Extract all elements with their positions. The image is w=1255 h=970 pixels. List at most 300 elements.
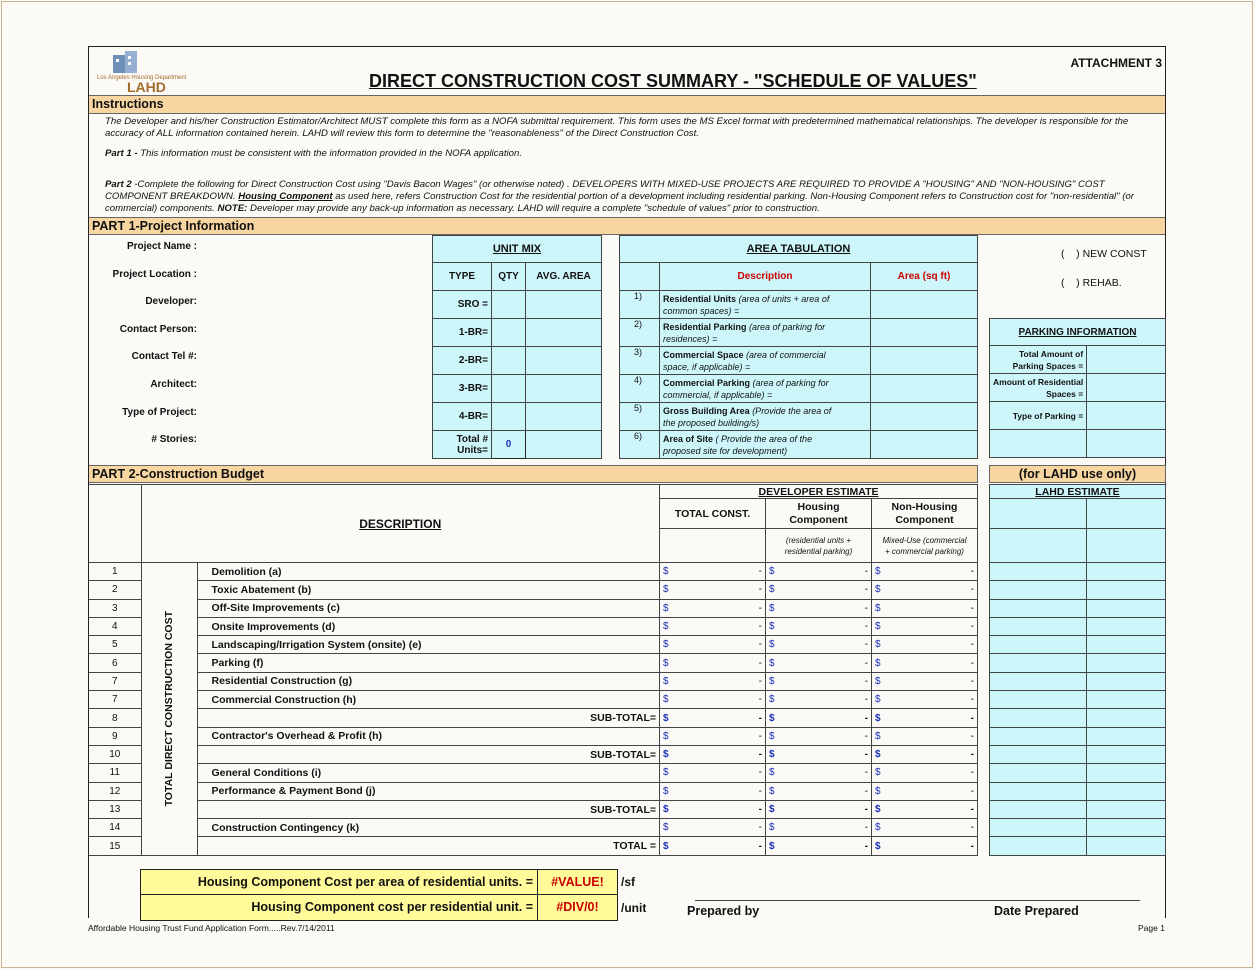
budget-amount-cell[interactable] [660,563,766,581]
total-const-subheader [660,529,766,563]
budget-amount-cell[interactable] [660,709,766,727]
side-label-text: TOTAL DIRECT CONSTRUCTION COST [163,611,175,807]
project-field-label: Contact Tel #: [131,351,197,363]
amount-value: - [970,822,974,834]
logo-department: Los Angeles Housing Department [97,75,187,81]
area-value-cell[interactable] [871,403,978,431]
budget-item-label: Contractor's Overhead & Profit (h) [197,727,660,745]
amount-value: - [864,694,868,706]
budget-amount-cell[interactable] [872,691,978,709]
housing-header-1: Housing [797,500,840,513]
lahd-estimate-cell[interactable] [990,745,1087,763]
dollar-sign: $ [875,730,881,742]
part2-label: Part 2 [105,179,132,190]
parking-type-cell[interactable] [1087,402,1166,430]
budget-amount-cell[interactable] [660,727,766,745]
dollar-sign: $ [663,840,669,852]
budget-amount-cell[interactable] [766,709,872,727]
lahd-estimate-cell[interactable] [990,599,1087,617]
budget-item-label: Onsite Improvements (d) [197,617,660,635]
area-row-note-2: residences) = [663,333,718,344]
prepared-by-label: Prepared by [687,904,760,918]
total-units-label-2: Units= [457,444,488,456]
budget-item-label: SUB-TOTAL= [197,745,660,763]
dollar-sign: $ [769,621,775,633]
dollar-sign: $ [663,639,669,651]
avg-area-cell [526,431,602,459]
dollar-sign: $ [769,712,775,724]
qty-cell[interactable] [492,403,526,431]
dollar-sign: $ [875,657,881,669]
parking-total-cell[interactable] [1087,346,1166,374]
lahd-estimate-cell[interactable] [1087,709,1166,727]
part1-label: Part 1 - [105,148,138,159]
amount-value: - [864,602,868,614]
budget-amount-cell[interactable] [872,800,978,818]
area-row-note: (area of units + area of [736,293,830,304]
budget-amount-cell[interactable] [766,837,872,855]
area-row-note-2: space, if applicable) = [663,361,751,372]
dollar-sign: $ [769,749,775,761]
new-construction-option[interactable]: ( ) NEW CONST [1061,248,1147,260]
date-prepared-label: Date Prepared [994,904,1079,918]
lahd-estimate-cell[interactable] [1087,764,1166,782]
qty-cell[interactable] [492,347,526,375]
total-units-label-1: Total # [456,433,488,445]
dollar-sign: $ [769,639,775,651]
dollar-sign: $ [875,804,881,815]
per-sf-unit: /sf [621,875,636,889]
cost-per-unit-label: Housing Component cost per residential unit. = [141,895,538,920]
row-number: 13 [89,800,141,818]
dollar-sign: $ [769,785,775,797]
unit-qty-header: QTY [492,263,526,291]
row-number: 2 [89,581,141,599]
lahd-estimate-cell[interactable] [1087,800,1166,818]
dollar-sign: $ [663,767,669,779]
lahd-estimate-cell[interactable] [1087,745,1166,763]
amount-value: - [864,657,868,669]
nonhousing-header-2: Component [895,513,954,526]
budget-item-label: Off-Site Improvements (c) [197,599,660,617]
budget-amount-cell[interactable] [766,599,872,617]
lahd-estimate-header: LAHD ESTIMATE [990,485,1166,499]
part1-heading: PART 1-Project Information [89,217,1165,235]
parking-residential-cell[interactable] [1087,374,1166,402]
amount-value: - [970,767,974,779]
budget-amount-cell[interactable] [872,782,978,800]
lahd-header-cell [1087,499,1166,529]
avg-area-cell[interactable] [526,403,602,431]
budget-amount-cell[interactable] [872,837,978,855]
amount-value: - [758,639,762,651]
budget-item-label: Demolition (a) [197,563,660,581]
budget-amount-cell[interactable] [872,563,978,581]
budget-item-label: Performance & Payment Bond (j) [197,782,660,800]
budget-amount-cell[interactable] [660,837,766,855]
dollar-sign: $ [769,657,775,669]
amount-value: - [970,675,974,687]
qty-cell[interactable] [492,375,526,403]
amount-value: - [758,566,762,578]
lahd-estimate-cell[interactable] [1087,563,1166,581]
nonhousing-note-2: + commercial parking) [885,546,964,556]
dollar-sign: $ [875,602,881,614]
area-row-description [660,291,871,319]
budget-amount-cell[interactable] [766,654,872,672]
area-row-note: (Provide the area of [749,405,832,416]
amount-value: - [758,822,762,834]
rehab-option[interactable]: ( ) REHAB. [1061,277,1122,289]
lahd-estimate-cell[interactable] [1087,691,1166,709]
instructions-heading: Instructions [89,95,1165,114]
lahd-header-cell [990,499,1087,529]
budget-amount-cell[interactable] [660,617,766,635]
dollar-sign: $ [663,566,669,578]
budget-item-label: SUB-TOTAL= [197,709,660,727]
total-const-header: TOTAL CONST. [660,499,766,529]
amount-value: - [864,730,868,742]
amount-value: - [970,621,974,633]
project-field-label: Project Name : [126,241,197,252]
dollar-sign: $ [663,602,669,614]
nonhousing-header-1: Non-Housing [891,500,958,513]
budget-amount-cell[interactable] [766,727,872,745]
lahd-estimate-cell[interactable] [990,837,1087,855]
budget-num-header [89,485,141,563]
area-value-cell[interactable] [871,291,978,319]
parking-type-label: Type of Parking = [990,402,1087,430]
dollar-sign: $ [875,785,881,797]
budget-amount-cell[interactable] [872,599,978,617]
area-row-number: 1) [620,291,660,319]
lahd-header-cell [990,529,1087,563]
lahd-estimate-cell[interactable] [990,672,1087,690]
area-row-title: Area of Site [663,433,714,444]
lahd-estimate-cell[interactable] [1087,636,1166,654]
row-number: 6 [89,654,141,672]
budget-amount-cell[interactable] [766,636,872,654]
unit-type-3br: 3-BR= [433,375,492,403]
lahd-estimate-cell[interactable] [990,691,1087,709]
area-value-cell[interactable] [871,347,978,375]
unit-type-4br: 4-BR= [433,403,492,431]
budget-amount-cell[interactable] [660,745,766,763]
avg-area-cell[interactable] [526,319,602,347]
total-units-value: 0 [492,431,526,459]
dollar-sign: $ [769,822,775,834]
instructions-text: The Developer and his/her Construction Estimator/Architect MUST complete this form as a NOFA submittal requirement. This form uses the MS Excel format with predetermined mathematical relationships. The developer is responsible for the accuracy of ALL information contained herein. LAHD will review this form to determine the "reasonableness" of the Direct Construction Cost. [105,116,1129,139]
housing-note-1: (residential units + [785,535,852,545]
amount-value: - [864,822,868,834]
form-sheet [88,46,1166,918]
budget-amount-cell[interactable] [660,636,766,654]
area-desc-header: Description [660,263,871,291]
row-number: 7 [89,691,141,709]
amount-value: - [864,584,868,596]
area-value-cell[interactable] [871,431,978,459]
budget-amount-cell[interactable] [766,764,872,782]
unit-type-2br: 2-BR= [433,347,492,375]
amount-value: - [864,840,868,852]
row-number: 14 [89,819,141,837]
budget-item-label: Toxic Abatement (b) [197,581,660,599]
lahd-estimate-cell[interactable] [990,563,1087,581]
avg-area-cell[interactable] [526,347,602,375]
budget-amount-cell[interactable] [766,563,872,581]
dollar-sign: $ [663,804,669,815]
row-number: 8 [89,709,141,727]
budget-amount-cell[interactable] [872,654,978,672]
budget-amount-cell[interactable] [766,819,872,837]
developer-estimate-header: DEVELOPER ESTIMATE [660,485,978,499]
summary-box [140,869,618,921]
area-row-title: Residential Units [663,293,737,304]
budget-item-label: Commercial Construction (h) [197,691,660,709]
budget-amount-cell[interactable] [872,764,978,782]
area-num-header [620,263,660,291]
amount-value: - [970,694,974,706]
parking-title: PARKING INFORMATION [990,319,1166,346]
dollar-sign: $ [875,584,881,596]
page-title: DIRECT CONSTRUCTION COST SUMMARY - "SCHEDULE OF VALUES" [369,71,977,91]
row-number: 10 [89,745,141,763]
budget-item-label: TOTAL = [197,837,660,855]
budget-amount-cell[interactable] [660,764,766,782]
attachment-label: ATTACHMENT 3 [1070,56,1162,70]
unit-mix-table [432,235,602,459]
part2-text-a: -Complete the following for Direct Construction Cost using "Davis Bacon Wages" (or otherwise noted) . DEVELOPERS WITH MIXED-USE PROJECTS ARE REQUIRED TO PROVIDE A "HOUSING" AND "NON-HOUSING" COST COMPONENT BREAKDOWN. [105,179,1105,202]
amount-value: - [758,840,762,852]
cost-per-area-value: #VALUE! [538,870,617,895]
lahd-estimate-cell[interactable] [990,654,1087,672]
building-logo-icon [111,51,141,75]
budget-amount-cell[interactable] [872,636,978,654]
budget-amount-cell[interactable] [872,819,978,837]
nonhousing-component-header [872,499,978,529]
area-row-note: (area of parking for [746,321,826,332]
dollar-sign: $ [663,694,669,706]
budget-amount-cell[interactable] [660,691,766,709]
budget-amount-cell[interactable] [766,691,872,709]
lahd-estimate-cell[interactable] [1087,599,1166,617]
part2-text-c: Developer may provide any back-up information as necessary. LAHD will require a complete "schedule of values" prior to construction. [247,203,820,214]
budget-amount-cell[interactable] [766,672,872,690]
budget-amount-cell[interactable] [660,581,766,599]
housing-component-term: Housing Component [238,191,333,202]
cost-per-area-label: Housing Component Cost per area of residential units. = [141,870,538,895]
budget-amount-cell[interactable] [766,745,872,763]
housing-note [766,529,872,563]
area-row-number: 6) [620,431,660,459]
amount-value: - [758,749,762,761]
amount-value: - [864,804,868,815]
row-number: 5 [89,636,141,654]
budget-amount-cell[interactable] [766,617,872,635]
lahd-estimate-cell[interactable] [1087,782,1166,800]
budget-amount-cell[interactable] [872,617,978,635]
lahd-estimate-cell[interactable] [990,819,1087,837]
lahd-estimate-cell[interactable] [990,800,1087,818]
lahd-estimate-table [989,484,1166,856]
row-number: 1 [89,563,141,581]
amount-value: - [864,566,868,578]
budget-amount-cell[interactable] [872,745,978,763]
lahd-estimate-cell[interactable] [990,636,1087,654]
avg-area-cell[interactable] [526,375,602,403]
area-row-note-2: common spaces) = [663,305,740,316]
row-number: 12 [89,782,141,800]
area-row-title: Commercial Parking [663,377,751,388]
qty-cell[interactable] [492,291,526,319]
logo-name: LAHD [127,79,166,95]
budget-amount-cell[interactable] [660,819,766,837]
budget-item-label: Construction Contingency (k) [197,819,660,837]
dollar-sign: $ [769,675,775,687]
area-row-note-2: the proposed building/s) [663,417,760,428]
area-value-cell[interactable] [871,375,978,403]
lahd-estimate-cell[interactable] [1087,727,1166,745]
dollar-sign: $ [769,767,775,779]
area-row-note: (area of parking for [750,377,829,388]
amount-value: - [864,785,868,797]
part2-text-b: as used here, refers Construction Cost for the residential portion of a development including residential parking. Non-Housing Component refers to Construction cost for "non-residential" (or commercial) components. [105,191,1134,214]
lahd-estimate-cell[interactable] [1087,672,1166,690]
amount-value: - [758,767,762,779]
budget-amount-cell[interactable] [660,654,766,672]
dollar-sign: $ [663,657,669,669]
housing-note-2: residential parking) [784,546,853,556]
avg-area-cell[interactable] [526,291,602,319]
area-row-description [660,431,871,459]
lahd-estimate-cell[interactable] [990,782,1087,800]
budget-amount-cell[interactable] [660,672,766,690]
nonhousing-note [872,529,978,563]
description-header: DESCRIPTION [141,485,660,563]
budget-amount-cell[interactable] [766,800,872,818]
part2-instruction [105,179,1150,215]
project-field-label: Contact Person: [119,323,197,335]
area-row-description [660,319,871,347]
dollar-sign: $ [875,566,881,578]
budget-amount-cell[interactable] [660,599,766,617]
parking-total-label [990,346,1087,374]
unit-mix-title: UNIT MIX [433,236,602,263]
amount-value: - [758,785,762,797]
row-number: 11 [89,764,141,782]
amount-value: - [758,584,762,596]
budget-amount-cell[interactable] [872,581,978,599]
budget-amount-cell[interactable] [872,709,978,727]
dollar-sign: $ [875,639,881,651]
lahd-header-cell [1087,529,1166,563]
row-number: 4 [89,617,141,635]
budget-amount-cell[interactable] [766,581,872,599]
amount-value: - [864,712,868,724]
budget-amount-cell[interactable] [660,800,766,818]
per-unit-unit: /unit [621,901,647,915]
nonhousing-note-1: Mixed-Use (commercial [882,535,967,545]
lahd-estimate-cell[interactable] [1087,654,1166,672]
amount-value: - [970,566,974,578]
amount-value: - [970,749,974,761]
lahd-estimate-cell[interactable] [990,727,1087,745]
dollar-sign: $ [769,584,775,596]
budget-amount-cell[interactable] [766,782,872,800]
area-row-number: 4) [620,375,660,403]
dollar-sign: $ [769,566,775,578]
footer-page-number: Page 1 [1138,923,1165,933]
lahd-estimate-cell[interactable] [990,764,1087,782]
amount-value: - [970,730,974,742]
lahd-use-heading: (for LAHD use only) [989,465,1166,483]
amount-value: - [970,840,974,852]
dollar-sign: $ [769,602,775,614]
area-row-number: 3) [620,347,660,375]
area-row-note-2: commercial, if applicable) = [663,389,773,400]
area-tabulation-title: AREA TABULATION [620,236,978,263]
budget-item-label: Parking (f) [197,654,660,672]
part1-instruction [105,148,522,159]
parking-total-label-2: Parking Spaces = [1012,360,1084,371]
area-row-note: ( Provide the area of the [713,433,813,444]
footer-form-name: Affordable Housing Trust Fund Application Form.....Rev.7/14/2011 [88,923,335,933]
housing-component-header [766,499,872,529]
row-number: 7 [89,672,141,690]
dollar-sign: $ [663,675,669,687]
parking-residential-label [990,374,1087,402]
lahd-estimate-cell[interactable] [1087,837,1166,855]
dollar-sign: $ [663,621,669,633]
area-row-note: (area of commercial [743,349,826,360]
amount-value: - [970,657,974,669]
budget-amount-cell[interactable] [872,727,978,745]
dollar-sign: $ [663,749,669,761]
qty-cell[interactable] [492,319,526,347]
budget-amount-cell[interactable] [872,672,978,690]
amount-value: - [758,621,762,633]
budget-amount-cell[interactable] [660,782,766,800]
lahd-estimate-cell[interactable] [990,709,1087,727]
total-direct-cost-side-label [141,563,197,856]
amount-value: - [970,602,974,614]
cost-per-unit-value: #DIV/0! [538,895,617,920]
amount-value: - [864,621,868,633]
lahd-estimate-cell[interactable] [990,617,1087,635]
area-value-cell[interactable] [871,319,978,347]
dollar-sign: $ [663,730,669,742]
area-row-title: Commercial Space [663,349,744,360]
lahd-estimate-cell[interactable] [1087,581,1166,599]
lahd-estimate-cell[interactable] [990,581,1087,599]
row-number: 15 [89,837,141,855]
unit-type-header: TYPE [433,263,492,291]
area-row-description [660,347,871,375]
lahd-estimate-cell[interactable] [1087,819,1166,837]
dollar-sign: $ [769,804,775,815]
lahd-estimate-cell[interactable] [1087,617,1166,635]
budget-item-label: SUB-TOTAL= [197,800,660,818]
amount-value: - [758,730,762,742]
housing-header-2: Component [789,513,848,526]
amount-value: - [864,767,868,779]
parking-res-label-2: Spaces = [1046,388,1084,399]
parking-res-label-1: Amount of Residential [993,376,1084,387]
amount-value: - [864,749,868,761]
area-row-description [660,375,871,403]
amount-value: - [864,675,868,687]
parking-blank-cell [990,430,1087,458]
